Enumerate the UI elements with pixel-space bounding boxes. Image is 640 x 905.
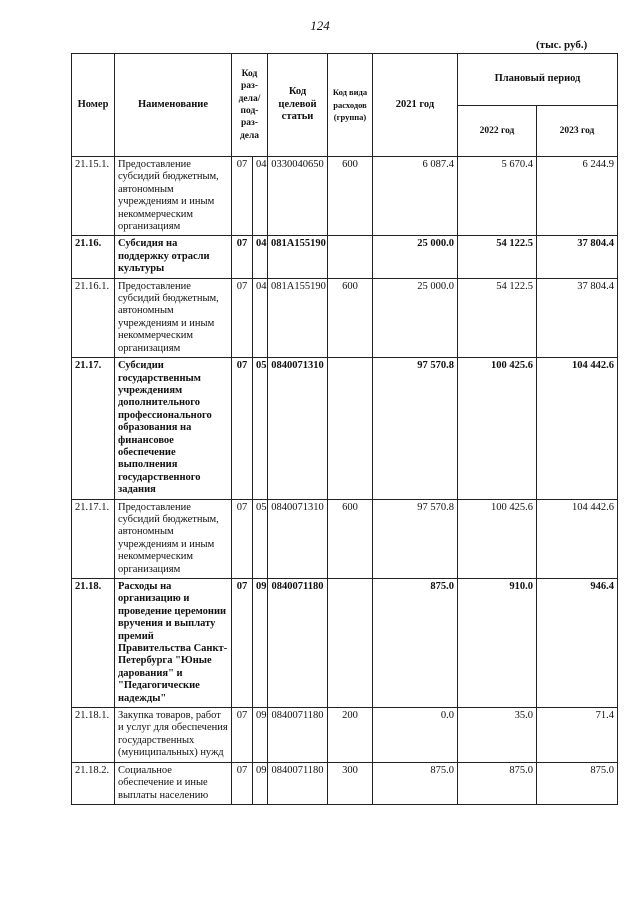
row-section: 07 [232,358,253,499]
row-target: 0840071180 [268,708,328,763]
row-subsection: 04 [253,236,268,278]
page-number: 124 [310,18,330,33]
row-y2021: 0.0 [373,708,458,763]
row-y2022: 54 122.5 [458,278,537,357]
row-expense: 300 [328,762,373,804]
row-y2022: 100 425.6 [458,358,537,499]
row-name: Предоставление субсидий бюджетным, автономным учреждениям и иным некоммерческим организациям [115,278,232,357]
row-section: 07 [232,499,253,578]
row-y2023: 875.0 [537,762,618,804]
row-y2022: 910.0 [458,579,537,708]
row-number: 21.16.1. [72,278,115,357]
row-target: 0840071310 [268,499,328,578]
row-section: 07 [232,278,253,357]
table-body [72,157,618,805]
header-year-2021: 2021 год [373,54,458,157]
row-subsection: 04 [253,278,268,357]
table-row [72,579,618,708]
row-number: 21.18.1. [72,708,115,763]
row-expense [328,579,373,708]
row-name: Субсидии государственным учреждениям дополнительного профессионального образования на финансовое обеспечение выполнения государственного задания [115,358,232,499]
table-row [72,499,618,578]
row-expense: 600 [328,157,373,236]
row-y2021: 875.0 [373,762,458,804]
table-row [72,278,618,357]
row-y2021: 875.0 [373,579,458,708]
header-planned-period: Плановый период [458,54,618,106]
header-year-2022: 2022 год [458,105,537,157]
row-name: Закупка товаров, работ и услуг для обеспечения государственных (муниципальных) нужд [115,708,232,763]
row-y2021: 97 570.8 [373,358,458,499]
row-expense: 200 [328,708,373,763]
row-y2021: 25 000.0 [373,236,458,278]
row-target: 081А155190 [268,236,328,278]
row-section: 07 [232,157,253,236]
units-label: (тыс. руб.) [536,39,588,51]
row-number: 21.15.1. [72,157,115,236]
row-target: 0840071180 [268,579,328,708]
row-y2023: 6 244.9 [537,157,618,236]
row-section: 07 [232,236,253,278]
row-expense: 600 [328,278,373,357]
header-expense-code: Код вида расходов (группа) [328,54,373,157]
row-name: Предоставление субсидий бюджетным, автономным учреждениям и иным некоммерческим организациям [115,499,232,578]
row-y2023: 946.4 [537,579,618,708]
row-target: 0840071180 [268,762,328,804]
row-name: Субсидия на поддержку отрасли культуры [115,236,232,278]
budget-table [71,53,618,805]
table-row [72,708,618,763]
row-expense: 600 [328,499,373,578]
row-name: Социальное обеспечение и иные выплаты населению [115,762,232,804]
row-y2023: 104 442.6 [537,499,618,578]
row-target: 0840071310 [268,358,328,499]
row-y2023: 104 442.6 [537,358,618,499]
row-y2022: 875.0 [458,762,537,804]
row-number: 21.16. [72,236,115,278]
row-y2022: 5 670.4 [458,157,537,236]
row-subsection: 09 [253,762,268,804]
header-row [72,54,618,106]
row-expense [328,358,373,499]
table-row [72,157,618,236]
row-subsection: 04 [253,157,268,236]
row-section: 07 [232,762,253,804]
row-subsection: 09 [253,708,268,763]
row-y2023: 37 804.4 [537,236,618,278]
table-row [72,762,618,804]
row-subsection: 05 [253,358,268,499]
row-y2022: 54 122.5 [458,236,537,278]
row-section: 07 [232,579,253,708]
table-row [72,358,618,499]
header-number: Номер [72,54,115,157]
header-year-2023: 2023 год [537,105,618,157]
row-y2021: 6 087.4 [373,157,458,236]
table-row [72,236,618,278]
row-y2022: 100 425.6 [458,499,537,578]
header-name: Наименование [115,54,232,157]
row-name: Расходы на организацию и проведение церемонии вручения и выплату премий Правительства Санкт-Петербурга "Юные дарования" и "Педагогические надежды" [115,579,232,708]
row-number: 21.17.1. [72,499,115,578]
header-target-code: Код целевой статьи [268,54,328,157]
row-name: Предоставление субсидий бюджетным, автономным учреждениям и иным некоммерческим организациям [115,157,232,236]
row-expense [328,236,373,278]
row-subsection: 05 [253,499,268,578]
header-section-code: Код раз-дела/ под-раз-дела [232,54,268,157]
row-y2021: 25 000.0 [373,278,458,357]
row-y2021: 97 570.8 [373,499,458,578]
row-y2023: 71.4 [537,708,618,763]
row-subsection: 09 [253,579,268,708]
row-number: 21.18.2. [72,762,115,804]
row-number: 21.18. [72,579,115,708]
row-y2022: 35.0 [458,708,537,763]
row-target: 081А155190 [268,278,328,357]
row-y2023: 37 804.4 [537,278,618,357]
row-section: 07 [232,708,253,763]
row-number: 21.17. [72,358,115,499]
row-target: 0330040650 [268,157,328,236]
